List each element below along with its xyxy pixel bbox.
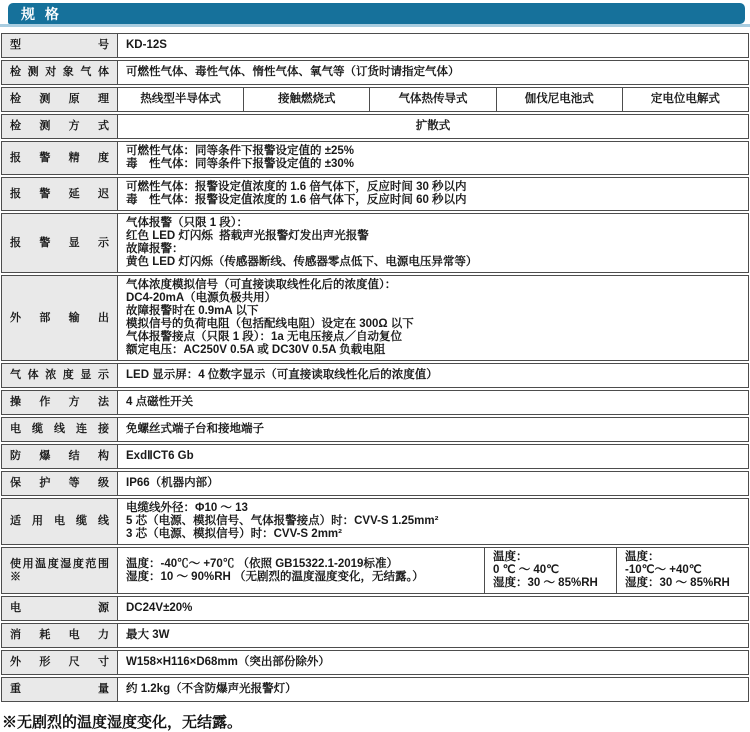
spec-row-operation-method xyxy=(1,390,749,415)
row-label-cell-target-gases xyxy=(2,61,118,84)
row-value-cell-alarm-display xyxy=(118,214,748,272)
spec-row-cable-connection xyxy=(1,417,749,442)
row-value-line: 黄色 LED 灯闪烁（传感器断线、传感器零点低下、电源电压异常等） xyxy=(126,256,478,268)
temp-column-2 xyxy=(484,548,616,593)
row-value-line: 可燃性气体：报警设定值浓度的 1.6 倍气体下，反应时间 30 秒以内 xyxy=(126,181,467,193)
principle-column: 接触燃烧式 xyxy=(243,88,369,111)
spec-row-detection-method xyxy=(1,114,749,139)
row-value-line: 电缆线外径：Φ10 ～ 13 xyxy=(126,502,248,514)
row-label-cell-detection-method xyxy=(2,115,118,138)
row-label-cell-concentration-display xyxy=(2,364,118,387)
row-label-operation-method: 操作方法 xyxy=(10,396,109,408)
row-value-cell-external-output xyxy=(118,276,748,360)
row-value-line: DC4-20mA（电源负极共用） xyxy=(126,292,277,304)
row-value-power-supply: DC24V±20% xyxy=(126,602,193,614)
row-value-protection-class: IP66（机器内部） xyxy=(126,477,219,489)
page-title: 规 格 xyxy=(21,5,62,22)
row-value-power-consumption: 最大 3W xyxy=(126,629,170,641)
row-value-cell-operation-method xyxy=(118,391,748,414)
spec-row-power-consumption xyxy=(1,623,749,648)
row-label-cell-applicable-cable xyxy=(2,499,118,544)
spec-row-operating-temp-humidity xyxy=(1,547,749,594)
row-label-cell-model xyxy=(2,34,118,57)
footnote: ※无剧烈的温度湿度变化，无结露。 xyxy=(2,714,243,731)
temp-column-line: 温度： xyxy=(493,551,528,563)
row-value-line: 额定电压：AC250V 0.5A 或 DC30V 0.5A 负载电阻 xyxy=(126,344,386,356)
row-value-line: 气体浓度模拟信号（可直接读取线性化后的浓度值）： xyxy=(126,279,397,291)
row-value-line: 故障报警： xyxy=(126,243,184,255)
spec-row-alarm-display xyxy=(1,213,749,273)
row-value-cell-target-gases xyxy=(118,61,748,84)
row-value-dimensions: W158×H116×D68mm（突出部份除外） xyxy=(126,656,330,668)
row-value-detection-method: 扩散式 xyxy=(415,120,451,132)
row-value-target-gases: 可燃性气体、毒性气体、惰性气体、氧气等（订货时请指定气体） xyxy=(126,66,460,78)
spec-row-external-output xyxy=(1,275,749,361)
row-label-cell-external-output xyxy=(2,276,118,360)
row-value-cell-detection-method xyxy=(118,115,748,138)
row-label-weight: 重量 xyxy=(10,683,109,695)
spec-row-applicable-cable xyxy=(1,498,749,545)
temp-column-line: 湿度：30 ～ 85%RH xyxy=(493,577,598,589)
section-title-bar xyxy=(8,3,745,24)
temp-column-line: 温度：-40℃～ +70℃ （依照 GB15322.1-2019标准） xyxy=(126,557,398,570)
row-label-cell-power-consumption xyxy=(2,624,118,647)
row-label-alarm-delay: 报警延迟 xyxy=(10,187,109,200)
row-value-cell-concentration-display xyxy=(118,364,748,387)
row-label-cell-alarm-accuracy xyxy=(2,142,118,174)
row-value-operation-method: 4 点磁性开关 xyxy=(126,396,194,408)
principle-column: 热线型半导体式 xyxy=(140,93,221,105)
temp-column-line: 0 ℃ ～ 40℃ xyxy=(493,564,560,576)
spec-table xyxy=(1,33,749,702)
spec-row-protection-class xyxy=(1,471,749,496)
row-value-cell-alarm-accuracy xyxy=(118,142,748,174)
spec-row-alarm-accuracy xyxy=(1,141,749,175)
row-label-cell-alarm-display xyxy=(2,214,118,272)
row-label-concentration-display: 气体浓度显示 xyxy=(10,369,109,381)
row-value-explosion-proof: ExdⅡCT6 Gb xyxy=(126,450,194,462)
temp-column-1 xyxy=(118,548,484,593)
temp-column-line: -10℃～ +40℃ xyxy=(625,564,702,576)
row-label-cable-connection: 电缆线连接 xyxy=(10,423,109,435)
row-label-alarm-accuracy: 报警精度 xyxy=(10,151,109,164)
row-label-dimensions: 外形尺寸 xyxy=(10,656,109,668)
row-value-line: 红色 LED 灯闪烁 搭载声光报警灯发出声光报警 xyxy=(126,230,369,242)
row-value-line: 毒 性气体：报警设定值浓度的 1.6 倍气体下，反应时间 60 秒以内 xyxy=(126,194,467,206)
row-label-cell-explosion-proof xyxy=(2,445,118,468)
principle-column: 定电位电解式 xyxy=(622,88,748,111)
row-value-cell-power-consumption xyxy=(118,624,748,647)
title-underline xyxy=(0,24,750,27)
row-label-model: 型号 xyxy=(10,39,109,51)
principle-column: 气体热传导式 xyxy=(369,88,495,111)
row-label-cell-operation-method xyxy=(2,391,118,414)
row-value-line: 5 芯（电源、模拟信号、气体报警接点）时：CVV-S 1.25mm² xyxy=(126,515,439,527)
row-value-line: 气体报警（只限 1 段）： xyxy=(126,217,249,229)
row-label-operating-temp-humidity: 使用温度湿度范围 ※ xyxy=(10,557,109,583)
temp-column-line: 温度： xyxy=(625,551,660,563)
principle-column: 伽伐尼电池式 xyxy=(496,88,622,111)
row-label-cell-protection-class xyxy=(2,472,118,495)
row-label-detection-principle: 检测原理 xyxy=(10,93,109,105)
row-value-cell-applicable-cable xyxy=(118,499,748,544)
spec-row-alarm-delay xyxy=(1,177,749,211)
row-value-cell-operating-temp-humidity xyxy=(118,548,748,593)
spec-row-power-supply xyxy=(1,596,749,621)
spec-row-explosion-proof xyxy=(1,444,749,469)
spec-row-dimensions xyxy=(1,650,749,675)
row-value-cable-connection: 免螺丝式端子台和接地端子 xyxy=(126,423,264,435)
row-value-cell-power-supply xyxy=(118,597,748,620)
spec-row-weight xyxy=(1,677,749,702)
spec-row-target-gases xyxy=(1,60,749,85)
row-value-line: 3 芯（电源、模拟信号）时：CVV-S 2mm² xyxy=(126,528,342,540)
row-value-cell-model xyxy=(118,34,748,57)
row-value-line: 故障报警时在 0.9mA 以下 xyxy=(126,305,259,317)
row-label-power-consumption: 消耗电力 xyxy=(10,629,109,641)
row-value-line: 毒 性气体：同等条件下报警设定值的 ±30% xyxy=(126,158,355,170)
row-label-cell-operating-temp-humidity xyxy=(2,548,118,593)
row-label-cell-weight xyxy=(2,678,118,701)
row-value-line: 可燃性气体：同等条件下报警设定值的 ±25% xyxy=(126,145,355,157)
spec-row-detection-principle xyxy=(1,87,749,112)
row-label-power-supply: 电源 xyxy=(10,602,109,614)
spec-row-model xyxy=(1,33,749,58)
row-label-explosion-proof: 防爆结构 xyxy=(10,450,109,462)
temp-column-line: 湿度：30 ～ 85%RH xyxy=(625,577,730,589)
row-value-cell-weight xyxy=(118,678,748,701)
row-label-target-gases: 检测对象气体 xyxy=(10,66,109,78)
row-value-cell-detection-principle xyxy=(118,88,748,111)
row-value-line: 气体报警接点（只限 1 段）：1a 无电压接点／自动复位 xyxy=(126,331,403,343)
row-value-concentration-display: LED 显示屏：4 位数字显示（可直接读取线性化后的浓度值） xyxy=(126,369,438,381)
temp-column-3 xyxy=(616,548,748,593)
row-label-cell-power-supply xyxy=(2,597,118,620)
row-label-alarm-display: 报警显示 xyxy=(10,236,109,249)
row-label-cell-detection-principle xyxy=(2,88,118,111)
row-label-applicable-cable: 适用电缆线 xyxy=(10,515,109,527)
spec-header xyxy=(0,3,750,27)
spec-row-concentration-display xyxy=(1,363,749,388)
row-value-cell-cable-connection xyxy=(118,418,748,441)
row-value-cell-dimensions xyxy=(118,651,748,674)
row-label-detection-method: 检测方式 xyxy=(10,120,109,132)
row-value-cell-protection-class xyxy=(118,472,748,495)
row-value-model: KD-12S xyxy=(126,39,167,51)
row-label-external-output: 外部输出 xyxy=(10,311,109,324)
row-value-line: 模拟信号的负荷电阻（包括配线电阻）设定在 300Ω 以下 xyxy=(126,318,414,330)
row-label-cell-cable-connection xyxy=(2,418,118,441)
row-value-weight: 约 1.2kg（不含防爆声光报警灯） xyxy=(126,683,297,695)
row-label-cell-alarm-delay xyxy=(2,178,118,210)
row-value-cell-explosion-proof xyxy=(118,445,748,468)
row-value-cell-alarm-delay xyxy=(118,178,748,210)
row-label-cell-dimensions xyxy=(2,651,118,674)
temp-column-line: 湿度：10 ～ 90%RH （无剧烈的温度湿度变化，无结露。） xyxy=(126,570,424,583)
row-label-protection-class: 保护等级 xyxy=(10,477,109,489)
